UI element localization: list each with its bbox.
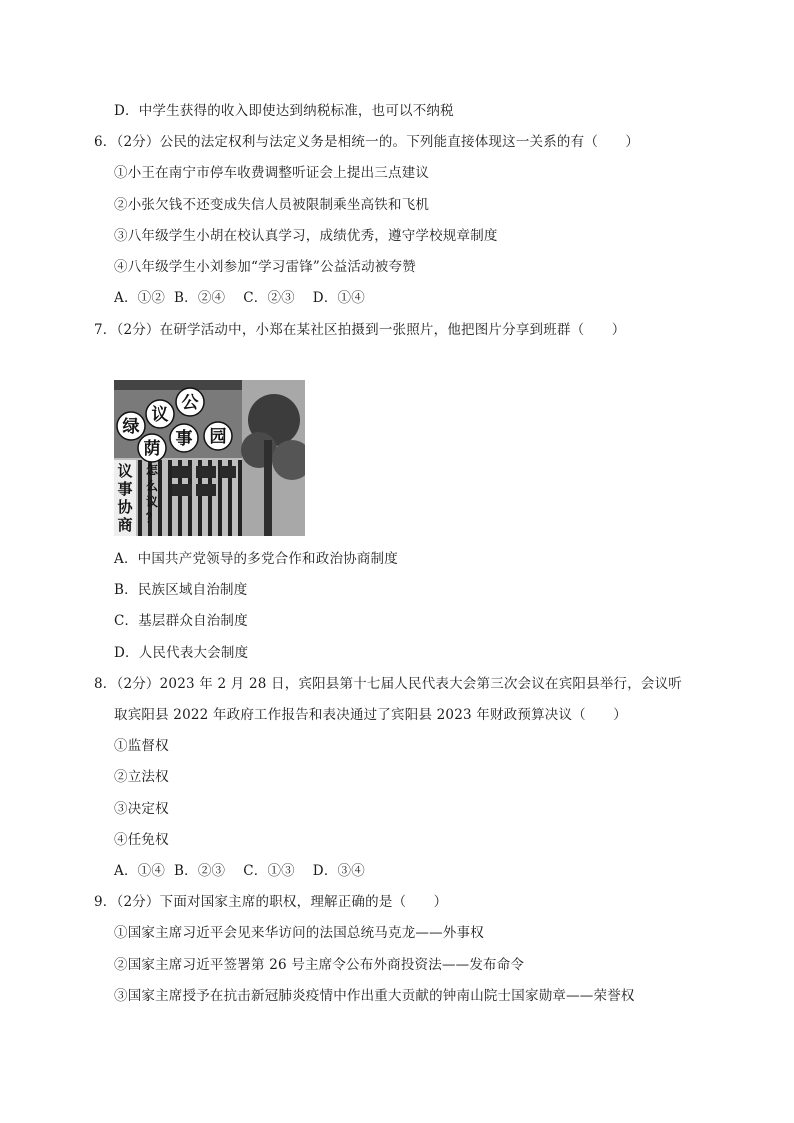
sign-char-gong: 公 [181, 393, 199, 413]
q8-stem-line2: 取宾阳县 2022 年政府工作报告和表决通过了宾阳县 2023 年财政预算决议（ ） [114, 707, 627, 723]
q9-stem: 9．（2分）下面对国家主席的职权，理解正确的是（ ） [94, 894, 448, 910]
q7-option-a: A．中国共产党领导的多党合作和政治协商制度 [114, 551, 398, 567]
q8-options: A．①④ B．②③ C．①③ D．③④ [114, 863, 365, 879]
community-photo [114, 380, 305, 536]
q8-item-3: ③决定权 [114, 801, 169, 817]
q7-option-d: D．人民代表大会制度 [114, 645, 249, 661]
sign-char-shi: 事 [175, 429, 193, 449]
sign-side-char-4: 商 [117, 516, 133, 534]
q7-option-b: B．民族区域自治制度 [114, 582, 248, 598]
q6-item-3: ③八年级学生小胡在校认真学习，成绩优秀，遵守学校规章制度 [114, 228, 498, 244]
sign-char-lv: 绿 [122, 417, 140, 437]
q8-item-2: ②立法权 [114, 769, 169, 785]
q9-item-3: ③国家主席授予在抗击新冠肺炎疫情中作出重大贡献的钟南山院士国家勋章——荣誉权 [114, 988, 635, 1004]
sign-small-char-3: 议 [145, 495, 159, 509]
q7-stem: 7．（2分）在研学活动中，小郑在某社区拍摄到一张照片，他把图片分享到班群（ ） [94, 322, 626, 338]
q6-item-4: ④八年级学生小刘参加“学习雷锋”公益活动被夸赞 [114, 259, 416, 275]
q6-item-2: ②小张欠钱不还变成失信人员被限制乘坐高铁和飞机 [114, 197, 430, 213]
sign-side-char-3: 协 [117, 498, 133, 516]
q5-option-d: D．中学生获得的收入即使达到纳税标准，也可以不纳税 [114, 103, 454, 119]
q8-stem-line1: 8．（2分）2023 年 2 月 28 日，宾阳县第十七届人民代表大会第三次会议在宾阳县举行，会议听 [94, 676, 683, 692]
sign-small-char-4: ？ [145, 511, 159, 525]
q6-options: A．①② B．②④ C．②③ D．①④ [114, 290, 365, 306]
q9-item-1: ①国家主席习近平会见来华访问的法国总统马克龙——外事权 [114, 925, 484, 941]
sign-char-yin: 荫 [143, 439, 161, 459]
sign-char-yuan: 园 [209, 427, 227, 447]
q9-item-2: ②国家主席习近平签署第 26 号主席令公布外商投资法——发布命令 [114, 957, 525, 973]
sign-side-char-2: 事 [117, 480, 133, 498]
sign-side-char-1: 议 [117, 462, 133, 480]
q7-option-c: C．基层群众自治制度 [114, 613, 248, 629]
q8-item-1: ①监督权 [114, 738, 169, 754]
q8-item-4: ④任免权 [114, 832, 169, 848]
q6-item-1: ①小王在南宁市停车收费调整听证会上提出三点建议 [114, 165, 430, 181]
sign-small-char-2: 么 [145, 479, 159, 493]
q6-stem: 6．（2分）公民的法定权利与法定义务是相统一的。下列能直接体现这一关系的有（ ） [94, 134, 640, 150]
sign-char-yi: 议 [151, 405, 169, 425]
sign-small-char-1: 怎 [145, 463, 159, 477]
